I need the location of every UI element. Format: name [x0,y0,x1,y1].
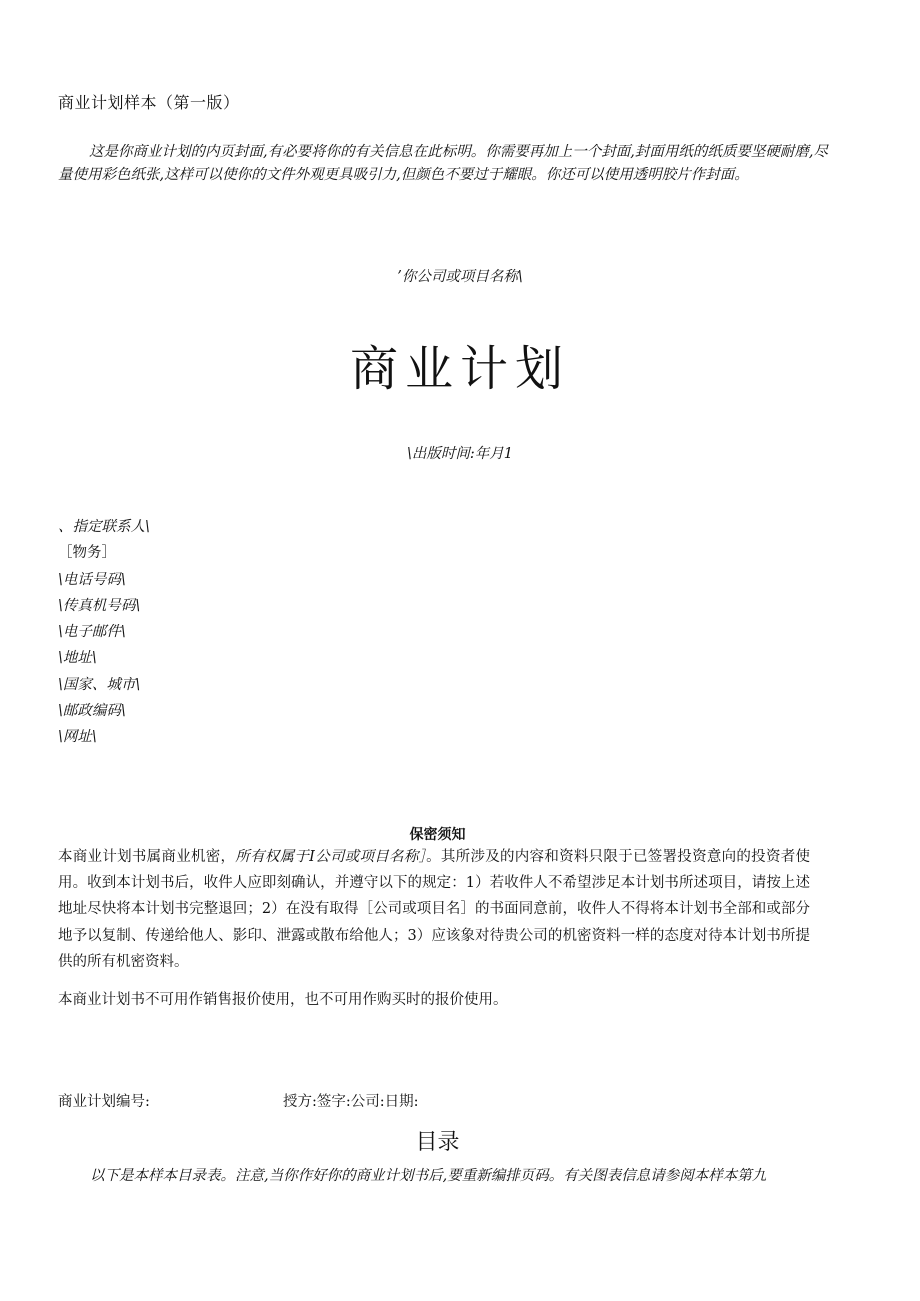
toc-intro: 以下是本样本目录表。注意,当你作好你的商业计划书后,要重新编排页码。有关图表信息请参阅本样本第九 [90,1168,767,1184]
plan-number-label: 商业计划编号: [58,1094,150,1110]
contact-country-city: \国家、城市\ [58,676,141,693]
contact-postal-code: \邮政编码\ [58,703,126,720]
toc-title: 目录 [415,1130,460,1155]
contact-fax: \传真机号码\ [58,597,141,614]
contact-address: \地址\ [58,650,97,667]
contact-email: \电子邮件\ [58,624,126,641]
confidentiality-paragraph [58,844,810,975]
contact-phone: \电话号码\ [58,571,126,588]
signature-row: 授方:签字:公司:日期: [283,1094,419,1110]
intro-paragraph: 这是你商业计划的内页封面,有必要将你的有关信息在此标明。你需要再加上一个封面,封面用纸的纸质要坚硬耐磨,尽量使用彩色纸张,这样可以使你的文件外观更具吸引力,但颜色不要过于耀眼。你还可以使用透明胶片作封面。 [58,144,828,183]
business-plan-title: 商业计划 [349,341,570,397]
confidentiality-text-rest: 。其所涉及的内容和资料只限于已签署投资意向的投资者使用。收到本计划书后，收件人应即刻确认，并遵守以下的规定：1）若收件人不希望涉足本计划书所述项目，请按上述地址尽快将本计划书完整退回；2）在没有取得［公司或项目名］的书面同意前，收件人不得将本计划书全部和或部分地予以复制、传递给他人、影印、泄露或散布给他人；3）应该象对待贵公司的机密资料一样的态度对待本计划书所提供的所有机密资料。 [58,849,810,970]
company-name-placeholder: ’你公司或项目名称\ [397,269,523,285]
publish-date: \出版时间:年月1 [407,446,513,462]
document-heading: 商业计划样本（第一版） [58,93,240,112]
contact-position: ［物务］ [58,545,116,562]
confidentiality-note: 本商业计划书不可用作销售报价使用，也不可用作购买时的报价使用。 [58,992,508,1008]
confidentiality-text-start: 本商业计划书属商业机密， [58,849,236,865]
confidentiality-title: 保密须知 [409,827,466,843]
confidentiality-ownership: 所有权属于I公司或项目名称］ [235,849,427,865]
contact-website: \网址\ [58,729,97,746]
contact-info-list [58,514,150,751]
contact-person: 、指定联系人\ [58,519,150,535]
